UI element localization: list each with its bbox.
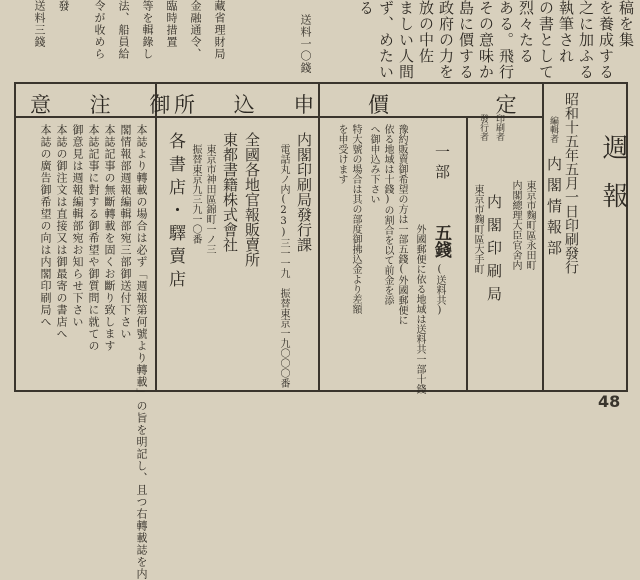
postage-note: 送料三錢 [33,0,46,48]
shops-label: 各書店・驛賣店 [165,132,185,293]
article-column: 政府の力を [437,0,455,80]
notes-item: 閣情報部週報編輯部宛三部御送付下さい [119,124,132,340]
association-address: 東京市神田區錦町一ノ三 [204,144,215,254]
article-column: ましい人間 [397,0,415,80]
editor-address: 東京市麴町區永田町 [524,180,535,270]
article-column: 之に加ふる [577,0,595,80]
article-column: 烈々たる [517,0,535,64]
pricing-note: 特大號の場合は其の部度御拂込金より差額 [350,124,361,314]
article-column: 放の中佐 [417,0,435,64]
article-column: その意味か [477,0,495,80]
printer-name: 内閣印刷局 [485,194,503,309]
article-column: ず、めたい [377,0,395,80]
article-column: 島に價する [457,0,475,80]
per-copy-label: 一部 [433,144,451,184]
column-divider [155,84,157,390]
distributor-name: 全國各地官報販賣所 [243,132,261,267]
notes-item: 本誌記事に對する御希望や御質問に就ての [87,124,100,352]
article-column: の書として [537,0,555,80]
notes-item: 本誌の御注文は直接又は御最寄の書店へ [55,124,68,340]
article-column: る [357,0,375,16]
article-column: 法、船員給 [117,0,130,60]
notes-item: 本誌より轉載の場合は必ず「週報第何號より轉載」の旨を明記し、且つ右轉載誌を内 [135,124,148,580]
article-column: 發 [57,0,70,12]
pricing-heading: 價 定 [368,93,567,117]
editor-office: 内閣總理大臣官舍内 [510,180,521,270]
postage-label: (送料共) [434,264,445,316]
column-divider [318,84,320,390]
publisher-contact: 電話丸ノ内(23)三一一九 振替東京一九〇〇〇番 [278,144,289,388]
article-column: ある。飛行 [497,0,515,80]
notes-item: 御意見は週報編輯部宛お知らせ下さい [71,124,84,328]
printer-address: 東京市麴町區大手町 [472,184,483,274]
article-column: を養成する [597,0,615,80]
editor-role: 編輯者 [548,116,558,143]
publisher-name: 内閣印刷局發行課 [295,132,313,252]
pricing-note: を申受けます [336,124,347,184]
article-column: 臨時措置 [165,0,178,48]
top-article-fragment [0,0,640,82]
article-column: 執筆され [557,0,575,64]
price-value: 五錢 [431,224,451,258]
notes-item: 本誌の廣告御希望の向は内閣印刷局へ [39,124,52,328]
magazine-title: 週報 [598,134,628,230]
sales-office-heading: 所 込 申 [174,93,331,117]
postage-note: 送料一〇錢 [299,14,312,74]
column-divider [542,84,544,390]
association-account: 振替東京九三九一〇番 [190,144,201,244]
notes-heading: 意 注 御 [30,93,187,117]
issuer-role: 發行者 [478,114,488,141]
article-column: 令が收めら [93,0,106,60]
overseas-note: 外國郵便に依る地域は送料共一部十錢 [414,224,425,394]
pricing-note: へ御申込み下さい [368,124,379,204]
pricing-note: 依る地域は十錢)の割合を以て前金を添 [382,124,393,305]
issue-date: 昭和十五年五月一日印刷發行 [563,92,579,274]
editor-name: 内閣情報部 [545,156,563,261]
column-divider [466,118,468,390]
article-column: 等を輯錄し [141,0,154,60]
article-column: 藏省理財局 [213,0,226,60]
association-name: 東都書籍株式會社 [221,132,239,252]
notes-item: 本誌記事の無斷轉載を固くお斷り致します [103,124,116,352]
article-column: 稿を集 [617,0,635,48]
article-column: 金融通令、 [189,0,202,60]
pricing-note: 豫約販賣御希望の方は一部五錢(外國郵便に [396,124,407,325]
page-number: 48 [598,392,621,411]
printer-role: 印刷者 [494,114,504,141]
